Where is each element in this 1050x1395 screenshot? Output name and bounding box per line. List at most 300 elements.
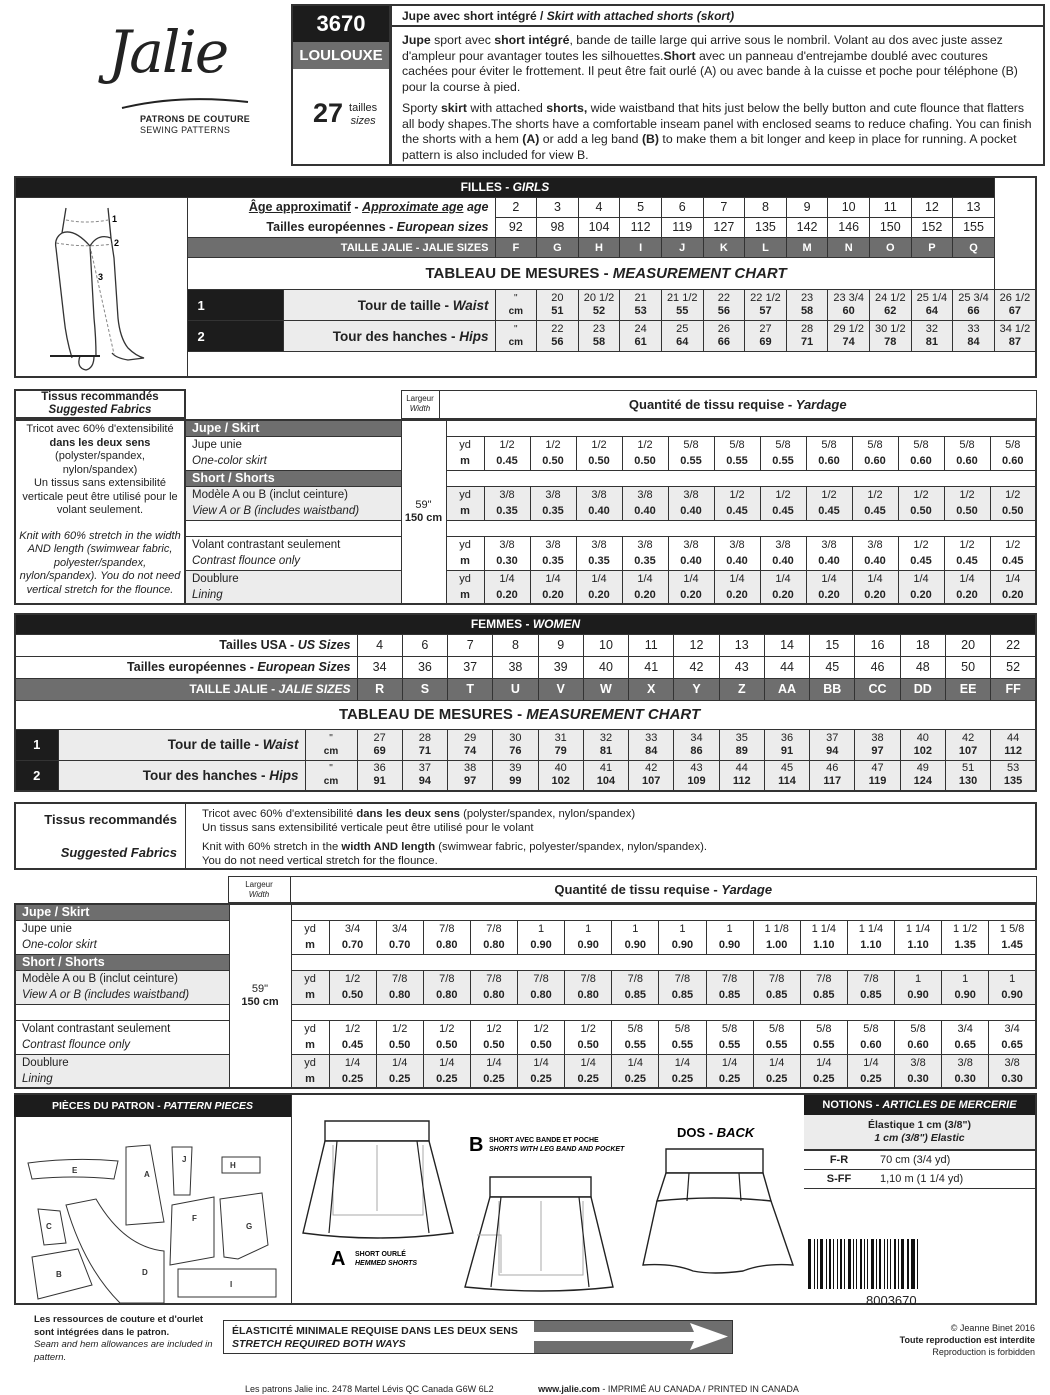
girls-measure-cell: 26 66 xyxy=(703,321,745,352)
piece-h xyxy=(222,1157,260,1173)
piece-label-d: D xyxy=(142,1268,148,1277)
barcode-number: 8003670 xyxy=(866,1293,917,1308)
notion-amount: 70 cm (3/4 yd) xyxy=(874,1151,1035,1170)
piece-f xyxy=(170,1197,214,1265)
us-size-cell: 6 xyxy=(402,634,447,656)
women-measure-cell: 44 112 xyxy=(991,729,1036,760)
yardage-blank-row xyxy=(291,1004,1036,1020)
women-measure-cell: 43 109 xyxy=(674,760,719,791)
yardage-value-cell: 1 1/4 1.10 xyxy=(847,920,894,954)
girls-eu-size-cell: 127 xyxy=(703,217,745,237)
us-size-cell: 7 xyxy=(448,634,493,656)
girls-jalie-size-cell: H xyxy=(578,238,620,258)
size-count-number: 27 xyxy=(313,98,344,128)
girls-jalie-size-cell: P xyxy=(911,238,953,258)
yardage-value-cell: 3/8 0.40 xyxy=(852,536,898,570)
women-measure-cell: 38 97 xyxy=(855,729,900,760)
girls-measure-cell: 25 3/4 66 xyxy=(953,290,995,321)
pattern-pieces-header: PIÈCES DU PATRON - PATTERN PIECES xyxy=(14,1095,291,1117)
women-measure-cell: 37 94 xyxy=(810,729,855,760)
yardage-value-cell: 5/8 0.60 xyxy=(898,436,944,470)
view-b-letter: B xyxy=(469,1134,484,1156)
brand-line-fr: PATRONS DE COUTURE xyxy=(140,114,251,124)
girls-measure-cell: 22 56 xyxy=(537,321,579,352)
yardage-value-cell: 5/8 0.55 xyxy=(800,1020,847,1054)
yardage-section-header: Jupe / Skirt xyxy=(15,904,229,920)
girls-measure-cell: 25 1/4 64 xyxy=(911,290,953,321)
yardage-value-cell: 1/2 0.45 xyxy=(806,486,852,520)
fabric-width-cell: 59" 150 cm xyxy=(229,904,291,1088)
measure-label: Tour de taille - Waist xyxy=(283,290,495,321)
yardage-value-cell: 1/2 0.50 xyxy=(518,1020,565,1054)
women-measure-cell: 53 135 xyxy=(991,760,1036,791)
unit-cell: yd m xyxy=(446,536,484,570)
yardage-value-cell: 1 1/8 1.00 xyxy=(753,920,800,954)
yardage-value-cell: 5/8 0.55 xyxy=(668,436,714,470)
women-measure-cell: 44 112 xyxy=(719,760,764,791)
measure-label: Tour des hanches - Hips xyxy=(58,760,305,791)
women-measure-cell: 27 69 xyxy=(357,729,402,760)
girls-measure-cell: 24 1/2 62 xyxy=(869,290,911,321)
girls-measure-cell: 25 64 xyxy=(661,321,703,352)
yardage-value-cell: 1/4 0.25 xyxy=(612,1054,659,1088)
yardage-value-cell: 3/4 0.65 xyxy=(989,1020,1036,1054)
view-a-en: HEMMED SHORTS xyxy=(355,1260,418,1267)
unit-cell: " cm xyxy=(495,290,537,321)
women-measure-cell: 42 107 xyxy=(629,760,674,791)
girls-jalie-size-cell: L xyxy=(745,238,787,258)
girls-eu-size-cell: 98 xyxy=(537,217,579,237)
yardage-value-cell: 1/4 0.25 xyxy=(565,1054,612,1088)
women-measure-cell: 45 114 xyxy=(764,760,809,791)
us-size-cell: 8 xyxy=(493,634,538,656)
us-size-cell: 14 xyxy=(764,634,809,656)
unit-cell: yd m xyxy=(291,1054,329,1088)
girls-age-cell: 7 xyxy=(703,197,745,217)
view-b-skirt xyxy=(465,1197,613,1291)
girls-eu-size-cell: 112 xyxy=(620,217,662,237)
girls-measure-cell: 33 84 xyxy=(953,321,995,352)
eu-size-label: Tailles européennes - European sizes xyxy=(187,217,495,237)
yardage-value-cell: 1/4 0.20 xyxy=(530,570,576,604)
piece-label-a: A xyxy=(144,1170,150,1179)
address-footer: Les patrons Jalie inc. 2478 Martel Lévis QC Canada G6W 6L2 www.jalie.com - IMPRIMÉ AU CANADA / PRINTED IN CANADA xyxy=(245,1384,799,1394)
yardage-value-cell: 5/8 0.55 xyxy=(612,1020,659,1054)
back-flounce xyxy=(643,1198,793,1273)
figure-label-2: 2 xyxy=(114,237,120,248)
girls-age-cell: 5 xyxy=(620,197,662,217)
copyright-block: © Jeanne Binet 2016 Toute reproduction est interdite Reproduction is forbidden xyxy=(899,1323,1035,1357)
girls-measure-cell: 23 58 xyxy=(786,290,828,321)
measure-number: 1 xyxy=(15,729,58,760)
yardage-value-cell: 1/2 0.50 xyxy=(565,1020,612,1054)
girls-measure-cell: 29 1/2 74 xyxy=(828,321,870,352)
yardage-value-cell: 3/4 0.70 xyxy=(329,920,376,954)
yardage-value-cell: 1 0.90 xyxy=(518,920,565,954)
girls-age-cell: 13 xyxy=(953,197,995,217)
yardage-blank-row xyxy=(446,420,1036,436)
yardage-value-cell: 3/8 0.40 xyxy=(806,536,852,570)
yardage-item-label: Doublure Lining xyxy=(185,570,401,604)
yardage-value-cell: 1/4 0.25 xyxy=(753,1054,800,1088)
yardage-section-header: Jupe / Skirt xyxy=(185,420,401,436)
yardage-value-cell: 3/8 0.40 xyxy=(714,536,760,570)
women-jalie-size-cell: DD xyxy=(900,678,945,700)
yardage-value-cell: 1/4 0.25 xyxy=(706,1054,753,1088)
women-measure-cell: 35 89 xyxy=(719,729,764,760)
yardage-value-cell: 1/4 0.20 xyxy=(760,570,806,604)
figure-label-3: 3 xyxy=(98,271,104,282)
yardage-value-cell: 1/4 0.20 xyxy=(898,570,944,604)
piece-label-g: G xyxy=(246,1222,253,1231)
girls-age-cell: 9 xyxy=(786,197,828,217)
leg-measurement-figure xyxy=(15,197,187,377)
women-measure-cell: 29 74 xyxy=(448,729,493,760)
girls-chart-title: TABLEAU DE MESURES - MEASUREMENT CHART xyxy=(187,258,994,290)
measure-number: 2 xyxy=(15,760,58,791)
girls-eu-size-cell: 92 xyxy=(495,217,537,237)
yardage-value-cell: 1/4 0.25 xyxy=(800,1054,847,1088)
women-jalie-size-cell: FF xyxy=(991,678,1036,700)
women-measure-cell: 46 117 xyxy=(810,760,855,791)
women-jalie-size-cell: EE xyxy=(945,678,990,700)
size-label-fr: tailles xyxy=(349,102,378,114)
yardage-value-cell: 1/2 0.50 xyxy=(622,436,668,470)
yardage-value-cell: 1 0.90 xyxy=(706,920,753,954)
women-fabrics-title-en: Suggested Fabrics xyxy=(60,845,177,860)
allowances-note: Les ressources de couture et d'ourlet sont intégrées dans le patron. Seam and hem allowances are included in pattern. xyxy=(34,1314,213,1363)
yardage-value-cell: 1/2 0.50 xyxy=(898,486,944,520)
age-label: Âge approximatif - Approximate age age xyxy=(187,197,495,217)
girls-eu-size-cell: 150 xyxy=(869,217,911,237)
girls-yardage-section xyxy=(14,389,1037,605)
measure-label: Tour de taille - Waist xyxy=(58,729,305,760)
view-b-fr: SHORT AVEC BANDE ET POCHE xyxy=(489,1137,599,1144)
women-measure-cell: 47 119 xyxy=(855,760,900,791)
yardage-item-label: Jupe unie One-color skirt xyxy=(15,920,229,954)
unit-cell: " cm xyxy=(305,729,357,760)
fabric-width-cell: 59" 150 cm xyxy=(401,420,446,604)
yardage-value-cell: 1/2 0.45 xyxy=(990,536,1036,570)
yardage-value-cell: 1/2 0.45 xyxy=(898,536,944,570)
girls-age-cell: 3 xyxy=(537,197,579,217)
yardage-spacer xyxy=(15,1004,229,1020)
yardage-value-cell: 1/4 0.25 xyxy=(847,1054,894,1088)
girls-yardage-title: Quantité de tissu requise - Yardage xyxy=(439,390,1037,418)
girls-eu-size-cell: 146 xyxy=(828,217,870,237)
women-measure-cell: 40 102 xyxy=(900,729,945,760)
women-jalie-size-cell: CC xyxy=(855,678,900,700)
girls-header: FILLES - GIRLS xyxy=(15,177,994,197)
back-label: DOS - BACK xyxy=(677,1125,755,1140)
girls-measure-cell: 30 1/2 78 xyxy=(869,321,911,352)
yardage-value-cell: 1 1/4 1.10 xyxy=(895,920,942,954)
girls-eu-size-cell: 142 xyxy=(786,217,828,237)
yardage-value-cell: 7/8 0.85 xyxy=(800,970,847,1004)
women-jalie-size-cell: BB xyxy=(810,678,855,700)
women-eu-size-cell: 40 xyxy=(583,656,628,678)
size-count xyxy=(313,98,377,129)
girls-jalie-size-cell: Q xyxy=(953,238,995,258)
yardage-value-cell: 3/8 0.30 xyxy=(942,1054,989,1088)
girls-measure-cell: 34 1/2 87 xyxy=(994,321,1036,352)
pattern-code-box xyxy=(291,4,391,166)
measure-number: 2 xyxy=(187,321,283,352)
women-eu-size-cell: 48 xyxy=(900,656,945,678)
girls-jalie-size-cell: G xyxy=(537,238,579,258)
women-measure-cell: 42 107 xyxy=(945,729,990,760)
women-yardage-section xyxy=(14,876,1037,1089)
yardage-value-cell: 5/8 0.55 xyxy=(659,1020,706,1054)
description-en: Sporty skirt with attached shorts, wide waistband that hits just below the belly button and cute flounce that flatters all body shapes.The shorts have a comfortable inseam panel with enclosed seams to reduce chafing. You can finish the shorts with a hem (A) or add a leg band (B) to make them a bit longer and keep in place for running. A pocket pattern is also included for view B. xyxy=(402,101,1032,162)
yardage-value-cell: 3/8 0.40 xyxy=(760,536,806,570)
notion-row xyxy=(804,1151,1035,1170)
brand-script: Jalie xyxy=(108,18,228,86)
yardage-value-cell: 5/8 0.60 xyxy=(990,436,1036,470)
yardage-value-cell: 1/4 0.25 xyxy=(376,1054,423,1088)
girls-section xyxy=(14,176,1037,378)
yardage-value-cell: 3/8 0.30 xyxy=(484,536,530,570)
yardage-value-cell: 7/8 0.80 xyxy=(518,970,565,1004)
women-measure-cell: 51 130 xyxy=(945,760,990,791)
website-link[interactable]: www.jalie.com xyxy=(538,1384,600,1394)
yardage-value-cell: 1/4 0.20 xyxy=(668,570,714,604)
yardage-value-cell: 1/4 0.20 xyxy=(576,570,622,604)
yardage-value-cell: 3/8 0.40 xyxy=(576,486,622,520)
unit-cell: " cm xyxy=(305,760,357,791)
yardage-value-cell: 1/2 0.50 xyxy=(990,486,1036,520)
women-eu-size-cell: 44 xyxy=(764,656,809,678)
yardage-value-cell: 5/8 0.60 xyxy=(944,436,990,470)
girls-eu-size-cell: 119 xyxy=(661,217,703,237)
women-fabrics-box xyxy=(14,802,1037,870)
girls-eu-size-cell: 104 xyxy=(578,217,620,237)
women-measure-cell: 37 94 xyxy=(402,760,447,791)
yardage-value-cell: 1/4 0.20 xyxy=(484,570,530,604)
women-measure-cell: 36 91 xyxy=(357,760,402,791)
yardage-item-label: Jupe unie One-color skirt xyxy=(185,436,401,470)
girls-age-cell: 2 xyxy=(495,197,537,217)
yardage-value-cell: 1/2 0.50 xyxy=(470,1020,517,1054)
yardage-value-cell: 7/8 0.80 xyxy=(565,970,612,1004)
yardage-value-cell: 7/8 0.80 xyxy=(470,970,517,1004)
women-jalie-size-cell: Y xyxy=(674,678,719,700)
us-size-cell: 11 xyxy=(629,634,674,656)
barcode-icon xyxy=(808,1239,1035,1289)
girls-eu-size-cell: 135 xyxy=(745,217,787,237)
girls-measure-cell: 22 1/2 57 xyxy=(745,290,787,321)
piece-label-j: J xyxy=(182,1155,187,1164)
yardage-value-cell: 1/4 0.20 xyxy=(622,570,668,604)
yardage-value-cell: 5/8 0.55 xyxy=(706,1020,753,1054)
yardage-value-cell: 3/4 0.70 xyxy=(376,920,423,954)
view-a-waistband xyxy=(325,1121,429,1141)
girls-measure-cell: 32 81 xyxy=(911,321,953,352)
women-eu-size-cell: 52 xyxy=(991,656,1036,678)
back-waistband xyxy=(666,1149,763,1173)
pattern-title xyxy=(392,6,1043,27)
stretch-en: STRETCH REQUIRED BOTH WAYS xyxy=(232,1338,406,1350)
girls-measure-cell: 22 56 xyxy=(703,290,745,321)
us-size-cell: 20 xyxy=(945,634,990,656)
yardage-item-label: Doublure Lining xyxy=(15,1054,229,1088)
yardage-value-cell: 1/2 0.50 xyxy=(376,1020,423,1054)
women-jalie-size-cell: R xyxy=(357,678,402,700)
yardage-value-cell: 1 0.90 xyxy=(565,920,612,954)
women-jalie-size-cell: W xyxy=(583,678,628,700)
girls-jalie-size-cell: J xyxy=(661,238,703,258)
women-measure-cell: 39 99 xyxy=(493,760,538,791)
yardage-value-cell: 1/2 0.50 xyxy=(329,970,376,1004)
fabrics-title: Tissus recommandés Suggested Fabrics xyxy=(15,390,185,418)
girls-jalie-size-cell: M xyxy=(786,238,828,258)
measure-number: 1 xyxy=(187,290,283,321)
girls-age-cell: 11 xyxy=(869,197,911,217)
women-width-header: Largeur Width xyxy=(228,877,290,903)
yardage-value-cell: 1/4 0.25 xyxy=(518,1054,565,1088)
yardage-value-cell: 3/8 0.35 xyxy=(622,536,668,570)
notion-size-range: F-R xyxy=(804,1151,874,1170)
women-eu-size-cell: 36 xyxy=(402,656,447,678)
description-fr: Jupe sport avec short intégré, bande de taille large qui arrive sous le nombril. Volant au dos avec juste assez d'ampleur pour avantager toutes les silhouettes.Short avec un panneau d'entrejambe doublé avec coutures cachées pour éviter le frottement. Il peut être fait ourlé (A) ou avec bande à la cuisse et poche pour téléphone (B) pour la course à pied. xyxy=(402,33,1018,94)
piece-label-f: F xyxy=(192,1214,197,1223)
leg-figure-icon xyxy=(16,198,186,373)
women-jalie-size-label: TAILLE JALIE - JALIE SIZES xyxy=(15,678,357,700)
us-size-cell: 4 xyxy=(357,634,402,656)
women-measure-cell: 32 81 xyxy=(583,729,628,760)
women-jalie-size-cell: T xyxy=(448,678,493,700)
yardage-value-cell: 7/8 0.80 xyxy=(376,970,423,1004)
yardage-value-cell: 7/8 0.80 xyxy=(470,920,517,954)
women-fabrics-fr-2: Un tissus sans extensibilité verticale peut être utilisé pour le volant xyxy=(202,821,534,834)
girls-measure-cell: 20 51 xyxy=(537,290,579,321)
yardage-value-cell: 1/2 0.50 xyxy=(576,436,622,470)
piece-label-b: B xyxy=(56,1270,62,1279)
yardage-value-cell: 7/8 0.80 xyxy=(423,920,470,954)
description-box xyxy=(391,4,1045,166)
us-size-cell: 15 xyxy=(810,634,855,656)
view-a-fr: SHORT OURLÉ xyxy=(355,1251,406,1258)
yardage-value-cell: 3/8 0.35 xyxy=(576,536,622,570)
women-eu-size-cell: 42 xyxy=(674,656,719,678)
yardage-value-cell: 7/8 0.85 xyxy=(706,970,753,1004)
view-a-letter: A xyxy=(331,1248,346,1270)
yardage-value-cell: 3/8 0.30 xyxy=(895,1054,942,1088)
girls-jalie-size-cell: O xyxy=(869,238,911,258)
girls-measure-cell: 24 61 xyxy=(620,321,662,352)
yardage-spacer xyxy=(185,520,401,536)
piece-label-i: I xyxy=(230,1280,233,1289)
piece-label-h: H xyxy=(230,1161,236,1170)
girls-measure-cell: 23 3/4 60 xyxy=(828,290,870,321)
view-a-skirt xyxy=(303,1141,453,1238)
girls-measure-cell: 27 69 xyxy=(745,321,787,352)
yardage-blank-row xyxy=(291,954,1036,970)
women-jalie-size-cell: V xyxy=(538,678,583,700)
yardage-value-cell: 7/8 0.85 xyxy=(659,970,706,1004)
women-measure-cell: 40 102 xyxy=(538,760,583,791)
us-size-cell: 13 xyxy=(719,634,764,656)
skort-views-illustration xyxy=(293,1095,803,1305)
piece-g xyxy=(220,1193,268,1259)
women-jalie-size-cell: Z xyxy=(719,678,764,700)
women-eu-size-label: Tailles européennes - European Sizes xyxy=(15,656,357,678)
views-panel xyxy=(293,1095,803,1305)
yardage-value-cell: 5/8 0.60 xyxy=(847,1020,894,1054)
girls-measure-cell: 28 71 xyxy=(786,321,828,352)
piece-b xyxy=(32,1249,92,1299)
brand-line-en: SEWING PATTERNS xyxy=(140,125,231,135)
yardage-section-header: Short / Shorts xyxy=(185,470,401,486)
view-b-en: SHORTS WITH LEG BAND AND POCKET xyxy=(489,1146,625,1153)
logo-underline-icon xyxy=(120,96,250,110)
us-size-cell: 9 xyxy=(538,634,583,656)
yardage-value-cell: 1/2 0.45 xyxy=(944,536,990,570)
us-size-label: Tailles USA - US Sizes xyxy=(15,634,357,656)
girls-measure-cell: 21 1/2 55 xyxy=(661,290,703,321)
yardage-value-cell: 1/4 0.20 xyxy=(852,570,898,604)
women-header: FEMMES - WOMEN xyxy=(15,614,1036,634)
unit-cell: yd m xyxy=(446,436,484,470)
unit-cell: " cm xyxy=(495,321,537,352)
us-size-cell: 16 xyxy=(855,634,900,656)
yardage-value-cell: 1/2 0.45 xyxy=(484,436,530,470)
women-eu-size-cell: 37 xyxy=(448,656,493,678)
women-measure-cell: 31 79 xyxy=(538,729,583,760)
title-en: Skirt with attached shorts (skort) xyxy=(546,9,735,23)
unit-cell: yd m xyxy=(291,970,329,1004)
girls-fabric-description: Tricot avec 60% d'extensibilité dans les deux sens (polyster/spandex, nylon/spandex) Un tissus sans extensibilité verticale peut être utilisé pour le volant seulement. Knit with 60% stretch in the width AND length (swimwear fabric, polyester/spandex, nylon/spandex). You do not need vertical stretch for the flounce. xyxy=(15,420,185,604)
women-eu-size-cell: 50 xyxy=(945,656,990,678)
pattern-number: 3670 xyxy=(293,6,389,42)
stretch-fr: ÉLASTICITÉ MINIMALE REQUISE DANS LES DEUX SENS xyxy=(232,1325,518,1337)
us-size-cell: 12 xyxy=(674,634,719,656)
yardage-value-cell: 1/2 0.50 xyxy=(530,436,576,470)
yardage-value-cell: 3/4 0.65 xyxy=(942,1020,989,1054)
us-size-cell: 22 xyxy=(991,634,1036,656)
yardage-value-cell: 3/8 0.35 xyxy=(530,486,576,520)
yardage-value-cell: 1 0.90 xyxy=(989,970,1036,1004)
women-measure-cell: 30 76 xyxy=(493,729,538,760)
yardage-value-cell: 1/2 0.45 xyxy=(852,486,898,520)
women-measure-cell: 41 104 xyxy=(583,760,628,791)
yardage-value-cell: 1/4 0.25 xyxy=(329,1054,376,1088)
women-jalie-size-cell: U xyxy=(493,678,538,700)
women-jalie-size-cell: AA xyxy=(764,678,809,700)
yardage-value-cell: 5/8 0.55 xyxy=(714,436,760,470)
girls-age-cell: 6 xyxy=(661,197,703,217)
notions-item: Élastique 1 cm (3/8") 1 cm (3/8") Elastic xyxy=(804,1115,1035,1150)
women-fabrics-en-1: Knit with 60% stretch in the width AND length (swimwear fabric, polyester/spandex, nylon/spandex). xyxy=(202,841,708,853)
yardage-value-cell: 1 0.90 xyxy=(942,970,989,1004)
yardage-value-cell: 1/2 0.45 xyxy=(760,486,806,520)
view-b-waistband xyxy=(490,1177,591,1197)
yardage-value-cell: 1 0.90 xyxy=(895,970,942,1004)
yardage-value-cell: 1/4 0.20 xyxy=(714,570,760,604)
yardage-value-cell: 1 0.90 xyxy=(612,920,659,954)
yardage-value-cell: 1/4 0.20 xyxy=(990,570,1036,604)
yardage-value-cell: 7/8 0.85 xyxy=(753,970,800,1004)
yardage-value-cell: 1/2 0.45 xyxy=(329,1020,376,1054)
pattern-pieces-panel xyxy=(14,1095,292,1305)
unit-cell: yd m xyxy=(291,1020,329,1054)
size-label-en: sizes xyxy=(350,115,376,127)
women-measure-cell: 38 97 xyxy=(448,760,493,791)
unit-cell: yd m xyxy=(446,570,484,604)
yardage-value-cell: 1/2 0.50 xyxy=(423,1020,470,1054)
notions-header: NOTIONS - ARTICLES DE MERCERIE xyxy=(804,1095,1035,1115)
girls-jalie-size-cell: F xyxy=(495,238,537,258)
